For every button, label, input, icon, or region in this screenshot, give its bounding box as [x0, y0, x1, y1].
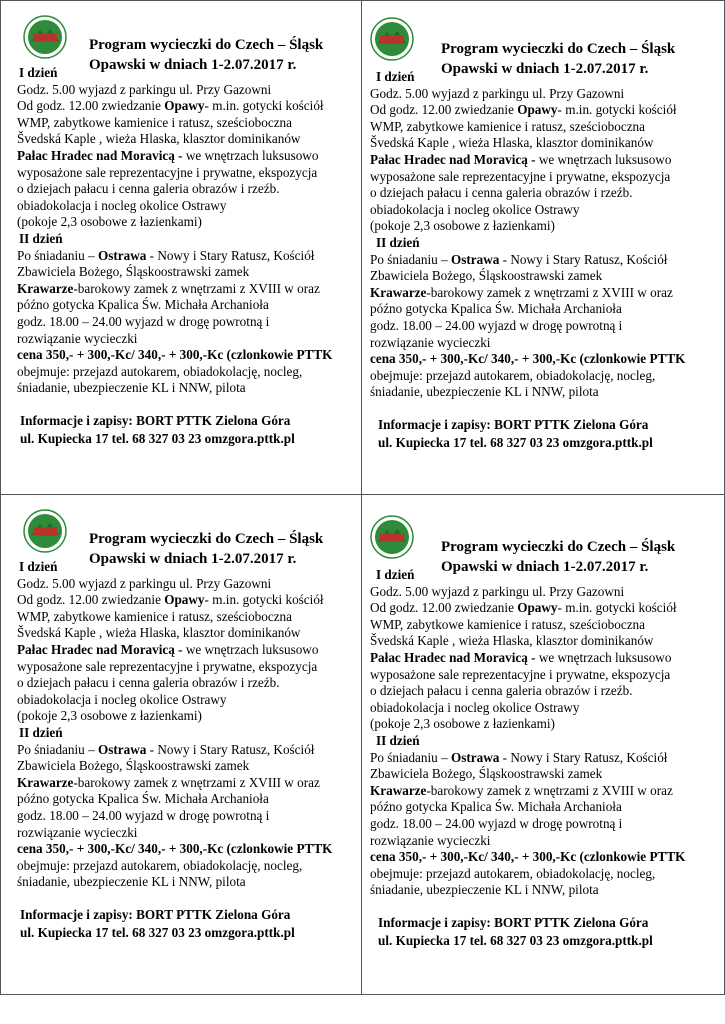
title-line-1: Program wycieczki do Czech – Śląsk	[441, 41, 676, 57]
itinerary-line: godz. 18.00 – 24.00 wyjazd w drogę powrotną i	[370, 317, 623, 333]
itinerary-line: późno gotycka Kpalica Św. Michała Archanioła	[370, 799, 622, 815]
text-span: Po śniadaniu –	[370, 251, 451, 267]
itinerary-line: Švedská Kaple , wieża Hlaska, klasztor dominikanów	[17, 625, 301, 641]
flyer-content	[13, 15, 353, 448]
place-name: Ostrawa	[97, 741, 147, 757]
text-span: we wnętrzach luksusowo	[185, 641, 319, 657]
flyer-content	[366, 517, 722, 950]
contact-line: ul. Kupiecka 17 tel. 68 327 03 23 omzgora.pttk.pl	[20, 431, 295, 447]
itinerary-line: o dziejach pałacu i cenna galeria obrazów i rzeźb.	[370, 683, 633, 699]
itinerary-line	[366, 285, 722, 302]
text-span: -barokowy zamek z wnętrzami z XVIII w oraz	[73, 280, 320, 296]
itinerary-line: obiadokolacja i nocleg okolice Ostrawy	[370, 201, 580, 217]
contact-line: Informacje i zapisy: BORT PTTK Zielona Góra	[378, 416, 649, 432]
day-1-heading: I dzień	[376, 69, 415, 84]
day-2-heading: II dzień	[19, 230, 63, 246]
place-name: Krawarze	[370, 782, 427, 798]
contact-line: ul. Kupiecka 17 tel. 68 327 03 23 omzgora.pttk.pl	[378, 435, 653, 451]
itinerary-line	[366, 252, 722, 269]
text-span: Po śniadaniu –	[370, 749, 451, 765]
itinerary-line: godz. 18.00 – 24.00 wyjazd w drogę powrotną i	[17, 313, 270, 329]
contact-line: Informacje i zapisy: BORT PTTK Zielona Góra	[378, 914, 649, 930]
itinerary-line	[13, 98, 353, 115]
itinerary-line: późno gotycka Kpalica Św. Michała Archanioła	[370, 301, 622, 317]
itinerary-line: obejmuje: przejazd autokarem, obiadokolację, nocleg,	[370, 367, 656, 383]
itinerary-line	[366, 102, 722, 119]
price-line: cena 350,- + 300,-Kc/ 340,- + 300,-Kc (czlonkowie PTTK	[370, 849, 686, 865]
day-1-heading: I dzień	[19, 65, 58, 80]
place-name: Pałac Hradec nad Moravicą -	[17, 147, 186, 163]
place-name: Pałac Hradec nad Moravicą -	[17, 641, 186, 657]
itinerary-line: rozwiązanie wycieczki	[370, 832, 491, 848]
contact-block	[13, 413, 353, 448]
itinerary-line: wyposażone sale reprezentacyjne i prywatne, ekspozycja	[370, 168, 671, 184]
flyer-content	[366, 19, 722, 452]
text-span: - Nowy i Stary Ratusz, Kościół	[146, 741, 315, 757]
text-span: we wnętrzach luksusowo	[538, 151, 672, 167]
itinerary-line: (pokoje 2,3 osobowe z łazienkami)	[370, 218, 555, 234]
itinerary-line: WMP, zabytkowe kamienice i ratusz, sześcioboczna	[370, 616, 646, 632]
pttk-logo-icon	[23, 509, 67, 553]
text-span: we wnętrzach luksusowo	[185, 147, 319, 163]
place-name: Pałac Hradec nad Moravicą -	[370, 649, 539, 665]
itinerary-line: Zbawiciela Bożego, Śląskoostrawski zamek	[17, 264, 250, 280]
itinerary-line: śniadanie, ubezpieczenie KL i NNW, pilota	[370, 384, 599, 400]
text-span: Od godz. 12.00 zwiedzanie	[370, 600, 518, 616]
itinerary-line: godz. 18.00 – 24.00 wyjazd w drogę powrotną i	[370, 815, 623, 831]
itinerary-line: o dziejach pałacu i cenna galeria obrazów i rzeźb.	[370, 185, 633, 201]
text-span: -barokowy zamek z wnętrzami z XVIII w oraz	[426, 284, 673, 300]
itinerary-line: o dziejach pałacu i cenna galeria obrazów i rzeźb.	[17, 675, 280, 691]
text-span: we wnętrzach luksusowo	[538, 649, 672, 665]
title-line-2: Opawski w dniach 1-2.07.2017 r.	[441, 559, 649, 575]
flyer-card	[361, 494, 725, 995]
itinerary-line: (pokoje 2,3 osobowe z łazienkami)	[370, 716, 555, 732]
contact-line: Informacje i zapisy: BORT PTTK Zielona Góra	[20, 906, 291, 922]
itinerary-line: wyposażone sale reprezentacyjne i prywatne, ekspozycja	[370, 666, 671, 682]
flyer-title	[89, 529, 323, 569]
pttk-logo-icon	[370, 515, 414, 559]
itinerary-line: późno gotycka Kpalica Św. Michała Archanioła	[17, 297, 269, 313]
text-span: -barokowy zamek z wnętrzami z XVIII w oraz	[73, 774, 320, 790]
itinerary-line	[13, 281, 353, 298]
itinerary-line	[13, 775, 353, 792]
itinerary-line	[13, 642, 353, 659]
title-line-1: Program wycieczki do Czech – Śląsk	[441, 539, 676, 555]
contact-block	[13, 907, 353, 942]
title-line-2: Opawski w dniach 1-2.07.2017 r.	[441, 61, 649, 77]
text-span: - m.in. gotycki kościół	[557, 102, 677, 118]
place-name: Krawarze	[17, 280, 74, 296]
itinerary-line: Zbawiciela Bożego, Śląskoostrawski zamek	[370, 766, 603, 782]
itinerary-line: (pokoje 2,3 osobowe z łazienkami)	[17, 708, 202, 724]
text-span: - Nowy i Stary Ratusz, Kościół	[499, 251, 668, 267]
itinerary-line: o dziejach pałacu i cenna galeria obrazów i rzeźb.	[17, 181, 280, 197]
itinerary-line: Godz. 5.00 wyjazd z parkingu ul. Przy Gazowni	[370, 583, 625, 599]
itinerary-line: obiadokolacja i nocleg okolice Ostrawy	[370, 699, 580, 715]
itinerary-line: śniadanie, ubezpieczenie KL i NNW, pilota	[370, 882, 599, 898]
title-line-2: Opawski w dniach 1-2.07.2017 r.	[89, 57, 297, 73]
pttk-logo-icon	[370, 17, 414, 61]
itinerary-line	[13, 148, 353, 165]
itinerary-line: obejmuje: przejazd autokarem, obiadokolację, nocleg,	[17, 857, 303, 873]
flyer-card	[0, 0, 362, 495]
contact-block	[366, 417, 722, 452]
text-span: - Nowy i Stary Ratusz, Kościół	[499, 749, 668, 765]
place-name: Ostrawa	[97, 247, 147, 263]
itinerary-line: późno gotycka Kpalica Św. Michała Archanioła	[17, 791, 269, 807]
price-line: cena 350,- + 300,-Kc/ 340,- + 300,-Kc (czlonkowie PTTK	[17, 347, 333, 363]
text-span: - Nowy i Stary Ratusz, Kościół	[146, 247, 315, 263]
itinerary-line	[366, 783, 722, 800]
place-name: Pałac Hradec nad Moravicą -	[370, 151, 539, 167]
itinerary-line	[366, 152, 722, 169]
day-1-heading: I dzień	[376, 567, 415, 582]
itinerary-line: Godz. 5.00 wyjazd z parkingu ul. Przy Gazowni	[17, 575, 272, 591]
contact-line: ul. Kupiecka 17 tel. 68 327 03 23 omzgora.pttk.pl	[20, 925, 295, 941]
text-span: - m.in. gotycki kościół	[204, 592, 324, 608]
flyer-title	[441, 537, 675, 577]
day-2-heading: II dzień	[19, 724, 63, 740]
itinerary-line: rozwiązanie wycieczki	[17, 824, 138, 840]
flyer-card	[0, 494, 362, 995]
itinerary-line: obejmuje: przejazd autokarem, obiadokolację, nocleg,	[370, 865, 656, 881]
place-name: Opawy	[517, 102, 558, 118]
itinerary-line	[366, 600, 722, 617]
place-name: Krawarze	[370, 284, 427, 300]
itinerary-line	[366, 650, 722, 667]
text-span: Od godz. 12.00 zwiedzanie	[17, 592, 165, 608]
text-span: Po śniadaniu –	[17, 741, 98, 757]
itinerary-line	[13, 742, 353, 759]
text-span: - m.in. gotycki kościół	[557, 600, 677, 616]
place-name: Opawy	[164, 98, 205, 114]
itinerary-line: Zbawiciela Bożego, Śląskoostrawski zamek	[17, 758, 250, 774]
place-name: Opawy	[164, 592, 205, 608]
flyer-title	[441, 39, 675, 79]
day-1-heading: I dzień	[19, 559, 58, 574]
itinerary-line: WMP, zabytkowe kamienice i ratusz, sześcioboczna	[17, 608, 293, 624]
itinerary-line: Švedská Kaple , wieża Hlaska, klasztor dominikanów	[370, 633, 654, 649]
day-2-heading: II dzień	[376, 234, 420, 250]
itinerary-line: Švedská Kaple , wieża Hlaska, klasztor dominikanów	[370, 135, 654, 151]
itinerary-line: godz. 18.00 – 24.00 wyjazd w drogę powrotną i	[17, 807, 270, 823]
contact-block	[366, 915, 722, 950]
pttk-logo-icon	[23, 15, 67, 59]
itinerary-line: wyposażone sale reprezentacyjne i prywatne, ekspozycja	[17, 164, 318, 180]
day-2-heading: II dzień	[376, 732, 420, 748]
text-span: -barokowy zamek z wnętrzami z XVIII w oraz	[426, 782, 673, 798]
place-name: Krawarze	[17, 774, 74, 790]
itinerary-line: Godz. 5.00 wyjazd z parkingu ul. Przy Gazowni	[370, 85, 625, 101]
itinerary-line: obejmuje: przejazd autokarem, obiadokolację, nocleg,	[17, 363, 303, 379]
text-span: Od godz. 12.00 zwiedzanie	[17, 98, 165, 114]
itinerary-line	[13, 248, 353, 265]
title-line-2: Opawski w dniach 1-2.07.2017 r.	[89, 551, 297, 567]
place-name: Ostrawa	[450, 251, 500, 267]
itinerary-line	[366, 750, 722, 767]
itinerary-line: rozwiązanie wycieczki	[370, 334, 491, 350]
contact-line: Informacje i zapisy: BORT PTTK Zielona Góra	[20, 412, 291, 428]
itinerary-line: wyposażone sale reprezentacyjne i prywatne, ekspozycja	[17, 658, 318, 674]
price-line: cena 350,- + 300,-Kc/ 340,- + 300,-Kc (czlonkowie PTTK	[370, 351, 686, 367]
text-span: Od godz. 12.00 zwiedzanie	[370, 102, 518, 118]
itinerary-line: śniadanie, ubezpieczenie KL i NNW, pilota	[17, 874, 246, 890]
itinerary-line: WMP, zabytkowe kamienice i ratusz, sześcioboczna	[17, 114, 293, 130]
place-name: Ostrawa	[450, 749, 500, 765]
itinerary-line: (pokoje 2,3 osobowe z łazienkami)	[17, 214, 202, 230]
itinerary-line	[13, 592, 353, 609]
itinerary-line: obiadokolacja i nocleg okolice Ostrawy	[17, 197, 227, 213]
itinerary-line: Godz. 5.00 wyjazd z parkingu ul. Przy Gazowni	[17, 81, 272, 97]
place-name: Opawy	[517, 600, 558, 616]
itinerary-line: Švedská Kaple , wieża Hlaska, klasztor dominikanów	[17, 131, 301, 147]
itinerary-line: rozwiązanie wycieczki	[17, 330, 138, 346]
title-line-1: Program wycieczki do Czech – Śląsk	[89, 531, 324, 547]
flyer-title	[89, 35, 323, 75]
title-line-1: Program wycieczki do Czech – Śląsk	[89, 37, 324, 53]
flyer-card	[361, 0, 725, 495]
contact-line: ul. Kupiecka 17 tel. 68 327 03 23 omzgora.pttk.pl	[378, 933, 653, 949]
text-span: Po śniadaniu –	[17, 247, 98, 263]
price-line: cena 350,- + 300,-Kc/ 340,- + 300,-Kc (czlonkowie PTTK	[17, 841, 333, 857]
itinerary-line: obiadokolacja i nocleg okolice Ostrawy	[17, 691, 227, 707]
flyer-content	[13, 509, 353, 942]
itinerary-line: WMP, zabytkowe kamienice i ratusz, sześcioboczna	[370, 118, 646, 134]
itinerary-line: Zbawiciela Bożego, Śląskoostrawski zamek	[370, 268, 603, 284]
itinerary-line: śniadanie, ubezpieczenie KL i NNW, pilota	[17, 380, 246, 396]
text-span: - m.in. gotycki kościół	[204, 98, 324, 114]
